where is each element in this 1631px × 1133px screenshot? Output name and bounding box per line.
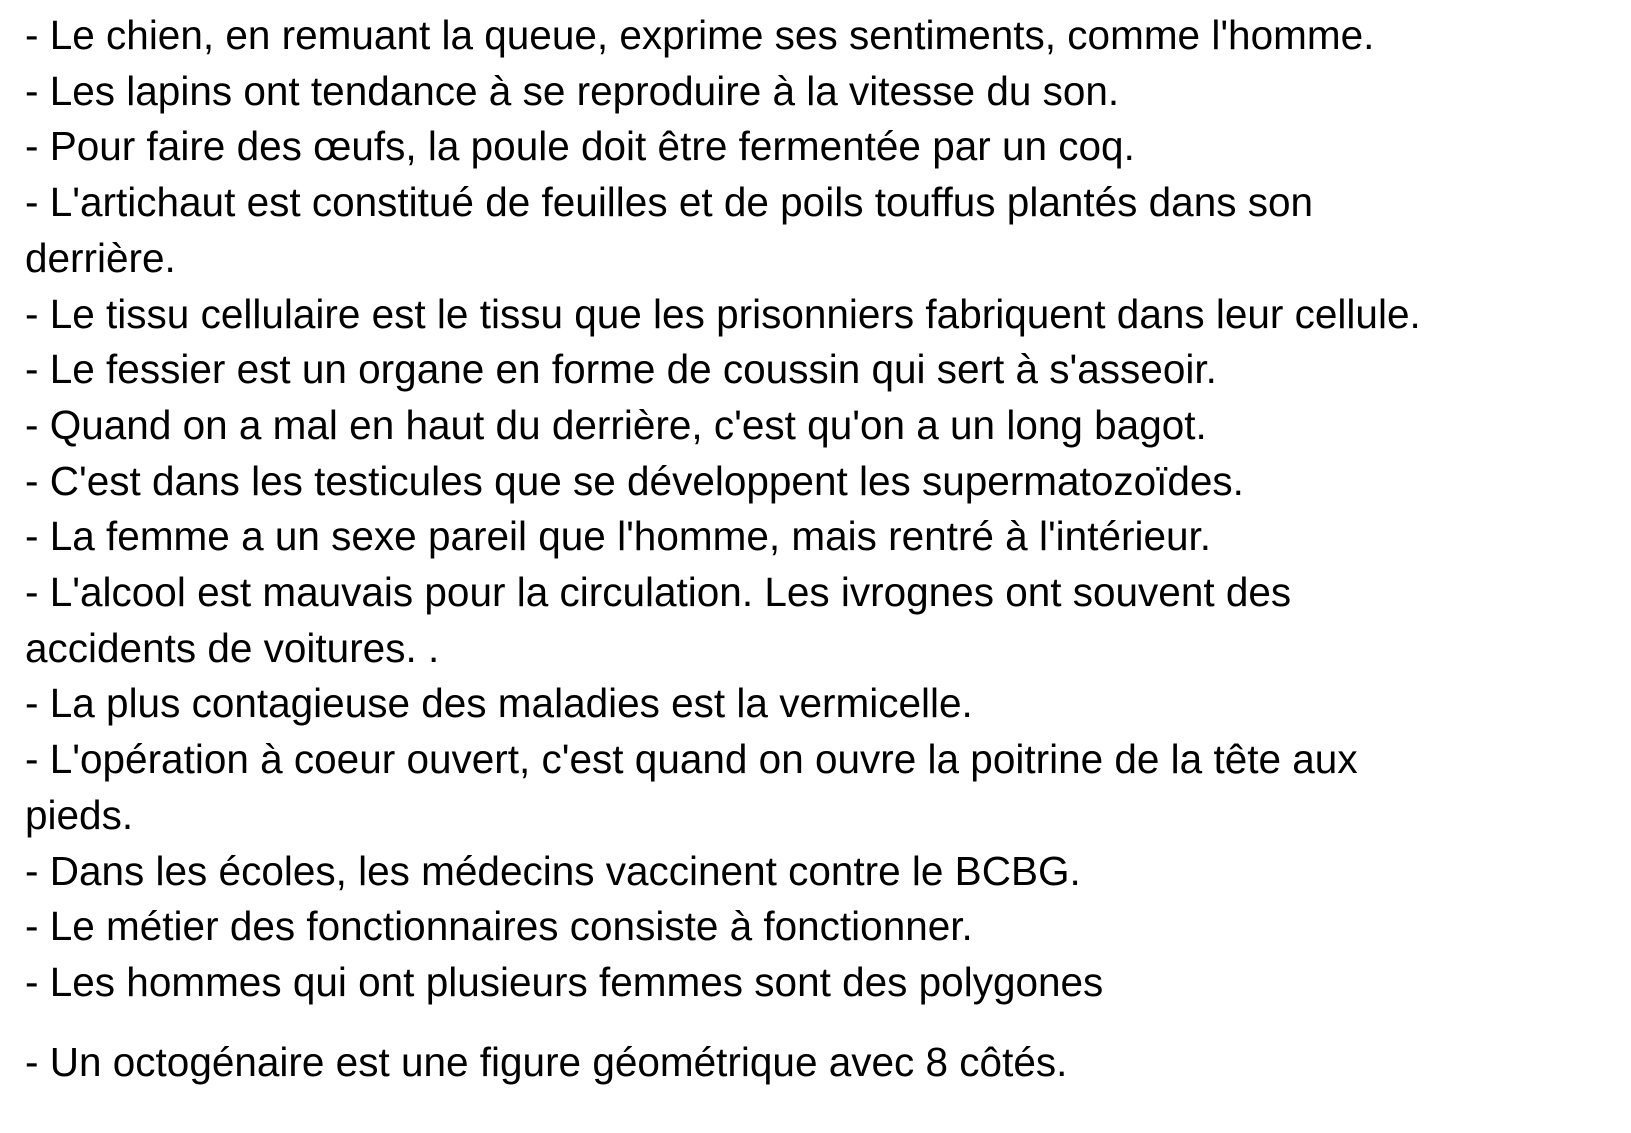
document-body — [25, 8, 1625, 1090]
text-line: - C'est dans les testicules que se développent les supermatozoïdes. — [25, 457, 1244, 504]
paragraph-gap — [25, 1011, 1625, 1035]
text-line: - Le métier des fonctionnaires consiste à fonctionner. — [25, 903, 973, 950]
text-line: - L'opération à coeur ouvert, c'est quand on ouvre la poitrine de la tête aux — [25, 736, 1358, 783]
text-line: - L'alcool est mauvais pour la circulation. Les ivrognes ont souvent des — [25, 569, 1292, 616]
text-line: - Les lapins ont tendance à se reproduire à la vitesse du son. — [25, 67, 1120, 114]
text-line: - Le fessier est un organe en forme de coussin qui sert à s'asseoir. — [25, 346, 1217, 393]
text-line: derrière. — [25, 234, 176, 281]
text-line: - La femme a un sexe pareil que l'homme, mais rentré à l'intérieur. — [25, 513, 1212, 560]
text-line: - Quand on a mal en haut du derrière, c'est qu'on a un long bagot. — [25, 401, 1207, 448]
text-line: - Le tissu cellulaire est le tissu que les prisonniers fabriquent dans leur cellule. — [25, 290, 1421, 337]
text-line: - Pour faire des œufs, la poule doit être fermentée par un coq. — [25, 123, 1135, 170]
text-line: - Les hommes qui ont plusieurs femmes sont des polygones — [25, 958, 1104, 1005]
text-line: - Dans les écoles, les médecins vaccinent contre le BCBG. — [25, 847, 1081, 894]
text-line: - Un octogénaire est une figure géométrique avec 8 côtés. — [25, 1038, 1068, 1085]
text-line: pieds. — [25, 791, 134, 838]
text-line: - L'artichaut est constitué de feuilles et de poils touffus plantés dans son — [25, 179, 1314, 226]
text-line: accidents de voitures. . — [25, 624, 440, 671]
text-line: - La plus contagieuse des maladies est la vermicelle. — [25, 680, 973, 727]
text-line: - Le chien, en remuant la queue, exprime ses sentiments, comme l'homme. — [25, 12, 1375, 58]
